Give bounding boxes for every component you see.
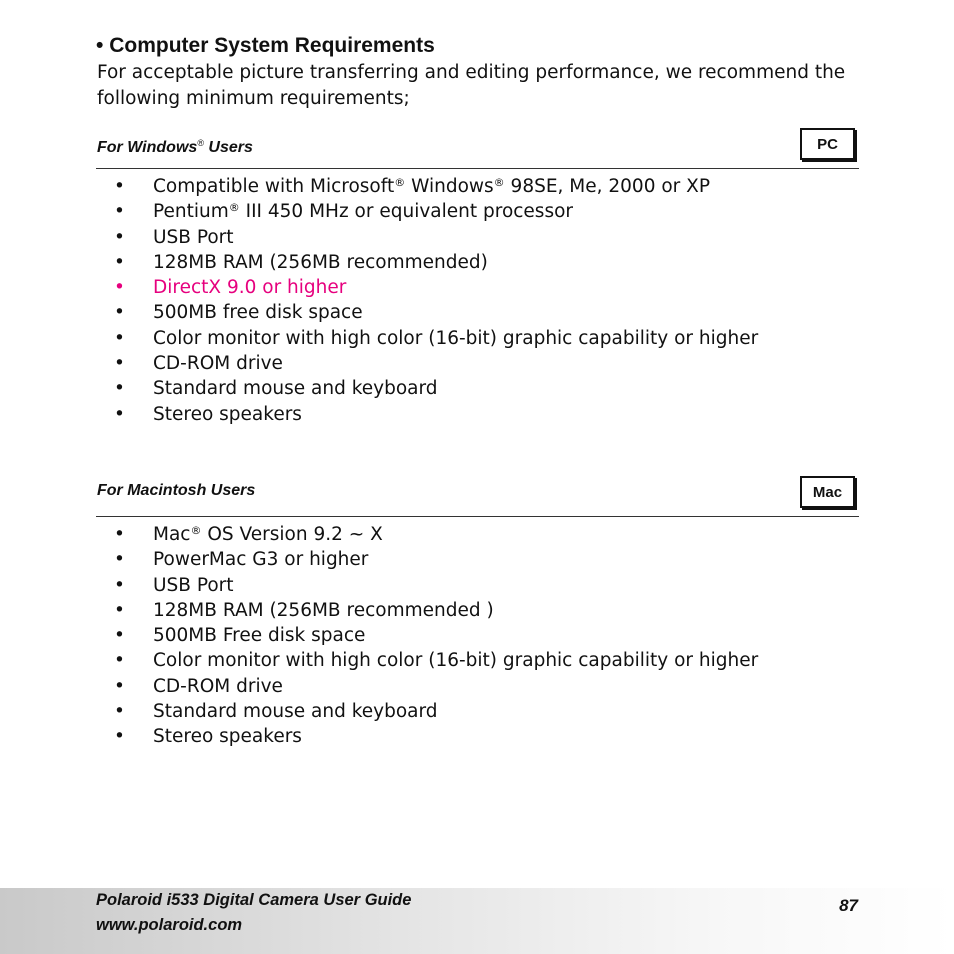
list-item <box>0 225 758 250</box>
bullet-icon: • <box>114 524 125 545</box>
registered-mark: ® <box>394 176 406 189</box>
footer-guide-title: Polaroid i533 Digital Camera User Guide <box>96 891 412 909</box>
item-text: 98SE, Me, 2000 or XP <box>504 176 710 197</box>
mac-subheading: For Macintosh Users <box>97 482 256 499</box>
item-text: Compatible with Microsoft <box>153 176 395 197</box>
bullet-icon: • <box>114 251 125 273</box>
section-heading <box>96 33 435 59</box>
list-item <box>0 250 758 275</box>
list-item <box>0 300 758 325</box>
list-item <box>0 623 758 648</box>
item-text: 128MB RAM (256MB recommended) <box>153 251 488 273</box>
list-item <box>0 598 758 623</box>
bullet-icon: • <box>114 378 125 400</box>
item-text: DirectX 9.0 or higher <box>153 277 347 299</box>
mac-requirements-list <box>0 522 758 750</box>
windows-requirements-list <box>0 174 758 427</box>
bullet-icon: • <box>114 701 125 723</box>
bullet-icon: • <box>114 353 125 375</box>
bullet-icon: • <box>114 302 125 324</box>
heading-title: Computer System Requirements <box>109 34 435 57</box>
bullet-icon: • <box>114 599 125 621</box>
pc-tag: PC <box>800 128 855 160</box>
heading-bullet: • <box>96 34 104 57</box>
bullet-icon: • <box>114 403 125 425</box>
registered-mark: ® <box>228 201 240 215</box>
item-text: Standard mouse and keyboard <box>153 378 438 400</box>
bullet-icon: • <box>114 176 125 197</box>
item-text: Standard mouse and keyboard <box>153 701 438 723</box>
bullet-icon: • <box>114 201 125 223</box>
windows-subhead-suffix: Users <box>203 139 253 156</box>
bullet-icon: • <box>114 226 125 248</box>
bullet-icon: • <box>114 277 125 299</box>
item-text: Color monitor with high color (16-bit) graphic capability or higher <box>153 327 759 349</box>
list-item <box>0 573 758 598</box>
item-text: USB Port <box>153 226 234 248</box>
list-item <box>0 699 758 724</box>
list-item <box>0 351 758 376</box>
mac-divider <box>96 516 859 517</box>
item-text: CD-ROM drive <box>153 353 283 375</box>
windows-divider <box>96 168 859 169</box>
list-item <box>0 674 758 699</box>
bullet-icon: • <box>114 726 125 748</box>
bullet-icon: • <box>114 327 125 349</box>
page-number: 87 <box>839 896 858 915</box>
item-text: Pentium <box>153 201 229 223</box>
item-text: Stereo speakers <box>153 726 302 748</box>
windows-subheading <box>97 133 253 158</box>
bullet-icon: • <box>114 549 125 571</box>
item-text: 500MB Free disk space <box>153 625 366 647</box>
item-text: Stereo speakers <box>153 403 302 425</box>
list-item <box>0 522 758 547</box>
list-item <box>0 174 758 199</box>
list-item <box>0 326 758 351</box>
item-text: Color monitor with high color (16-bit) graphic capability or higher <box>153 650 759 672</box>
list-item <box>0 402 758 427</box>
item-text: 500MB free disk space <box>153 302 363 324</box>
item-text: OS Version 9.2 ~ X <box>201 524 383 545</box>
item-text: III 450 MHz or equivalent processor <box>239 201 574 223</box>
item-text: 128MB RAM (256MB recommended ) <box>153 599 494 621</box>
list-item <box>0 547 758 572</box>
item-text: CD-ROM drive <box>153 675 283 697</box>
list-item <box>0 648 758 673</box>
item-text: Mac <box>153 524 191 545</box>
registered-mark: ® <box>190 524 202 537</box>
mac-tag: Mac <box>800 476 855 508</box>
intro-paragraph: For acceptable picture transferring and editing performance, we recommend the following minimum requirements; <box>97 62 846 109</box>
list-item <box>0 275 758 300</box>
item-text: Windows <box>405 176 494 197</box>
footer-website: www.polaroid.com <box>96 916 243 934</box>
bullet-icon: • <box>114 574 125 596</box>
windows-subhead-text: For Windows <box>97 139 198 156</box>
item-text: PowerMac G3 or higher <box>153 549 369 571</box>
item-text: USB Port <box>153 574 234 596</box>
list-item <box>0 199 758 224</box>
bullet-icon: • <box>114 625 125 647</box>
bullet-icon: • <box>114 675 125 697</box>
list-item <box>0 376 758 401</box>
registered-mark: ® <box>493 176 505 189</box>
bullet-icon: • <box>114 650 125 672</box>
list-item <box>0 724 758 749</box>
windows-registered-mark: ® <box>197 138 204 148</box>
